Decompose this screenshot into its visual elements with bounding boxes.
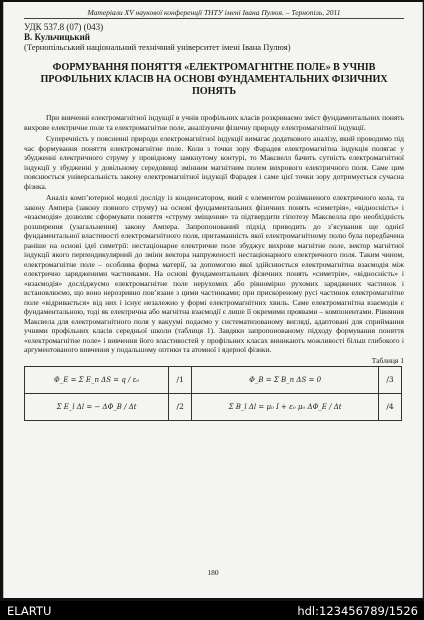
viewer-footer-bar: [0, 601, 424, 620]
formula-cell: Φ_B = Σ B_n ΔS = 0: [192, 366, 379, 393]
paragraph-1: При вивченні електромагнітної індукції в учнів профільних класів розкриваємо зміст фундаментальних понять вихрове електричне поле та електромагнітне поле, аналізуючи фізичну природу електромагнітної індукції.: [24, 113, 404, 132]
equation-number: /3: [379, 366, 402, 393]
handle-id: hdl:123456789/1526: [297, 604, 418, 618]
formula-cell: Σ E_l Δl = − ΔΦ_B / Δt: [25, 393, 169, 420]
equation-number: /4: [379, 393, 402, 420]
author-affiliation: (Тернопільський національний технічний університет імені Івана Пулюя): [24, 42, 291, 52]
equation-number: /2: [169, 393, 192, 420]
page-content: [24, 8, 404, 421]
document-page: [3, 2, 423, 598]
paragraph-3: Аналіз комп’ютерної моделі досліду із конденсатором, який є елементом розімкненого електричного кола, та закону Ампера (закону повного струму) на основі фундаментальних фізичних понять «симетрія», «відносність» і «взаємодія» дозволяє сформувати поняття «струму зміщення» та підтвердити гіпотезу Максвелла про необхідність розширення (узагальнення) закону Ампера. Запропонований підхід приводить до з’ясування ще однієї фундаментальної властивості електромагнітного поля, притаманність якої електромагнітному полю була передбачена раніше на основі ідеї симетрії: нестаціонарне електричне поле збуджує вихрове магнітне поле, вектор магнітної індукції якого перпендикулярний до зміни вектора напруженості нестаціонарного електричного поля. Таким чином, електромагнітне поле – особлива форма матерії, за допомогою якої здійснюється електромагнітна взаємодія між електрично зарядженими частинками. На основі фундаментальних фізичних понять «симетрія», «відносність» і «взаємодія» досліджуємо електромагнітне поле нерухомих або рівномірно рухомих заряджених частинок і встановлюємо, що воно нерозривно пов’язане з цими частинками; при прискореному русі частинок електромагнітне поле «відривається» від них і існує незалежно у формі електромагнітних хвиль. Саме електромагнітна взаємодія є фундаментальною, тоді як електрична або магнітна взаємодії є лише її окремими проявами – компонентами. Рівняння Максвела для електромагнітного поля у вакуумі подаємо у систематизованому вигляді, адаптовані для сприймання учнями профільних класів середньої школи (таблиця 1). Завдяки запропонованому підходу формування поняття «електромагнітне поле» і вивчення його властивостей у профільних класах виникають можливості більш глибокого і аргументованого вивчення у подальшому оптики та атомної і ядерної фізики.: [24, 193, 404, 354]
author-name: В. Кульчицький: [24, 32, 90, 42]
formula-cell: Φ_E = Σ E_n ΔS = q / ε₀: [25, 366, 169, 393]
running-header: Матеріали XV наукової конференції ТНТУ імені Івана Пулюя. – Тернопіль, 2011: [24, 8, 404, 19]
formula-cell: Σ B_l Δl = μ₀ I + ε₀ μ₀ ΔΦ_E / Δt: [192, 393, 379, 420]
paper-title: ФОРМУВАННЯ ПОНЯТТЯ «ЕЛЕКТРОМАГНІТНЕ ПОЛЕ» В УЧНІВ ПРОФІЛЬНИХ КЛАСІВ НА ОСНОВІ ФУНДАМЕНТАЛЬНИХ ФІЗИЧНИХ ПОНЯТЬ: [40, 62, 388, 97]
udk-code: УДК 537.8 (07) (043): [24, 22, 104, 32]
paragraph-2: Суперечність у поясненні природи електромагнітної індукції вимагає додаткового аналізу, який проводимо під час формування поняття електромагнітне поле. Коли з точки зору Фарадея електромагнітна індукція полягає у збудженні електричного струму у провідному замкнутому контурі, то Максвелл бачить сутність електромагнітної індукції у збудженні у довільному середовищі змінним магнітним полем вихрового електричного поля. Саме цим пояснюється універсальність закону електромагнітної індукції Фарадея і саме цієї точки зору дотримується сучасна фізика.: [24, 134, 404, 191]
repository-name: ELARTU: [7, 604, 52, 618]
table-row: [25, 366, 402, 393]
table-label: Таблиця 1: [371, 355, 404, 365]
maxwell-equations-table: [24, 366, 402, 421]
page-number: 180: [207, 568, 219, 577]
table-row: [25, 393, 402, 420]
equation-number: /1: [169, 366, 192, 393]
